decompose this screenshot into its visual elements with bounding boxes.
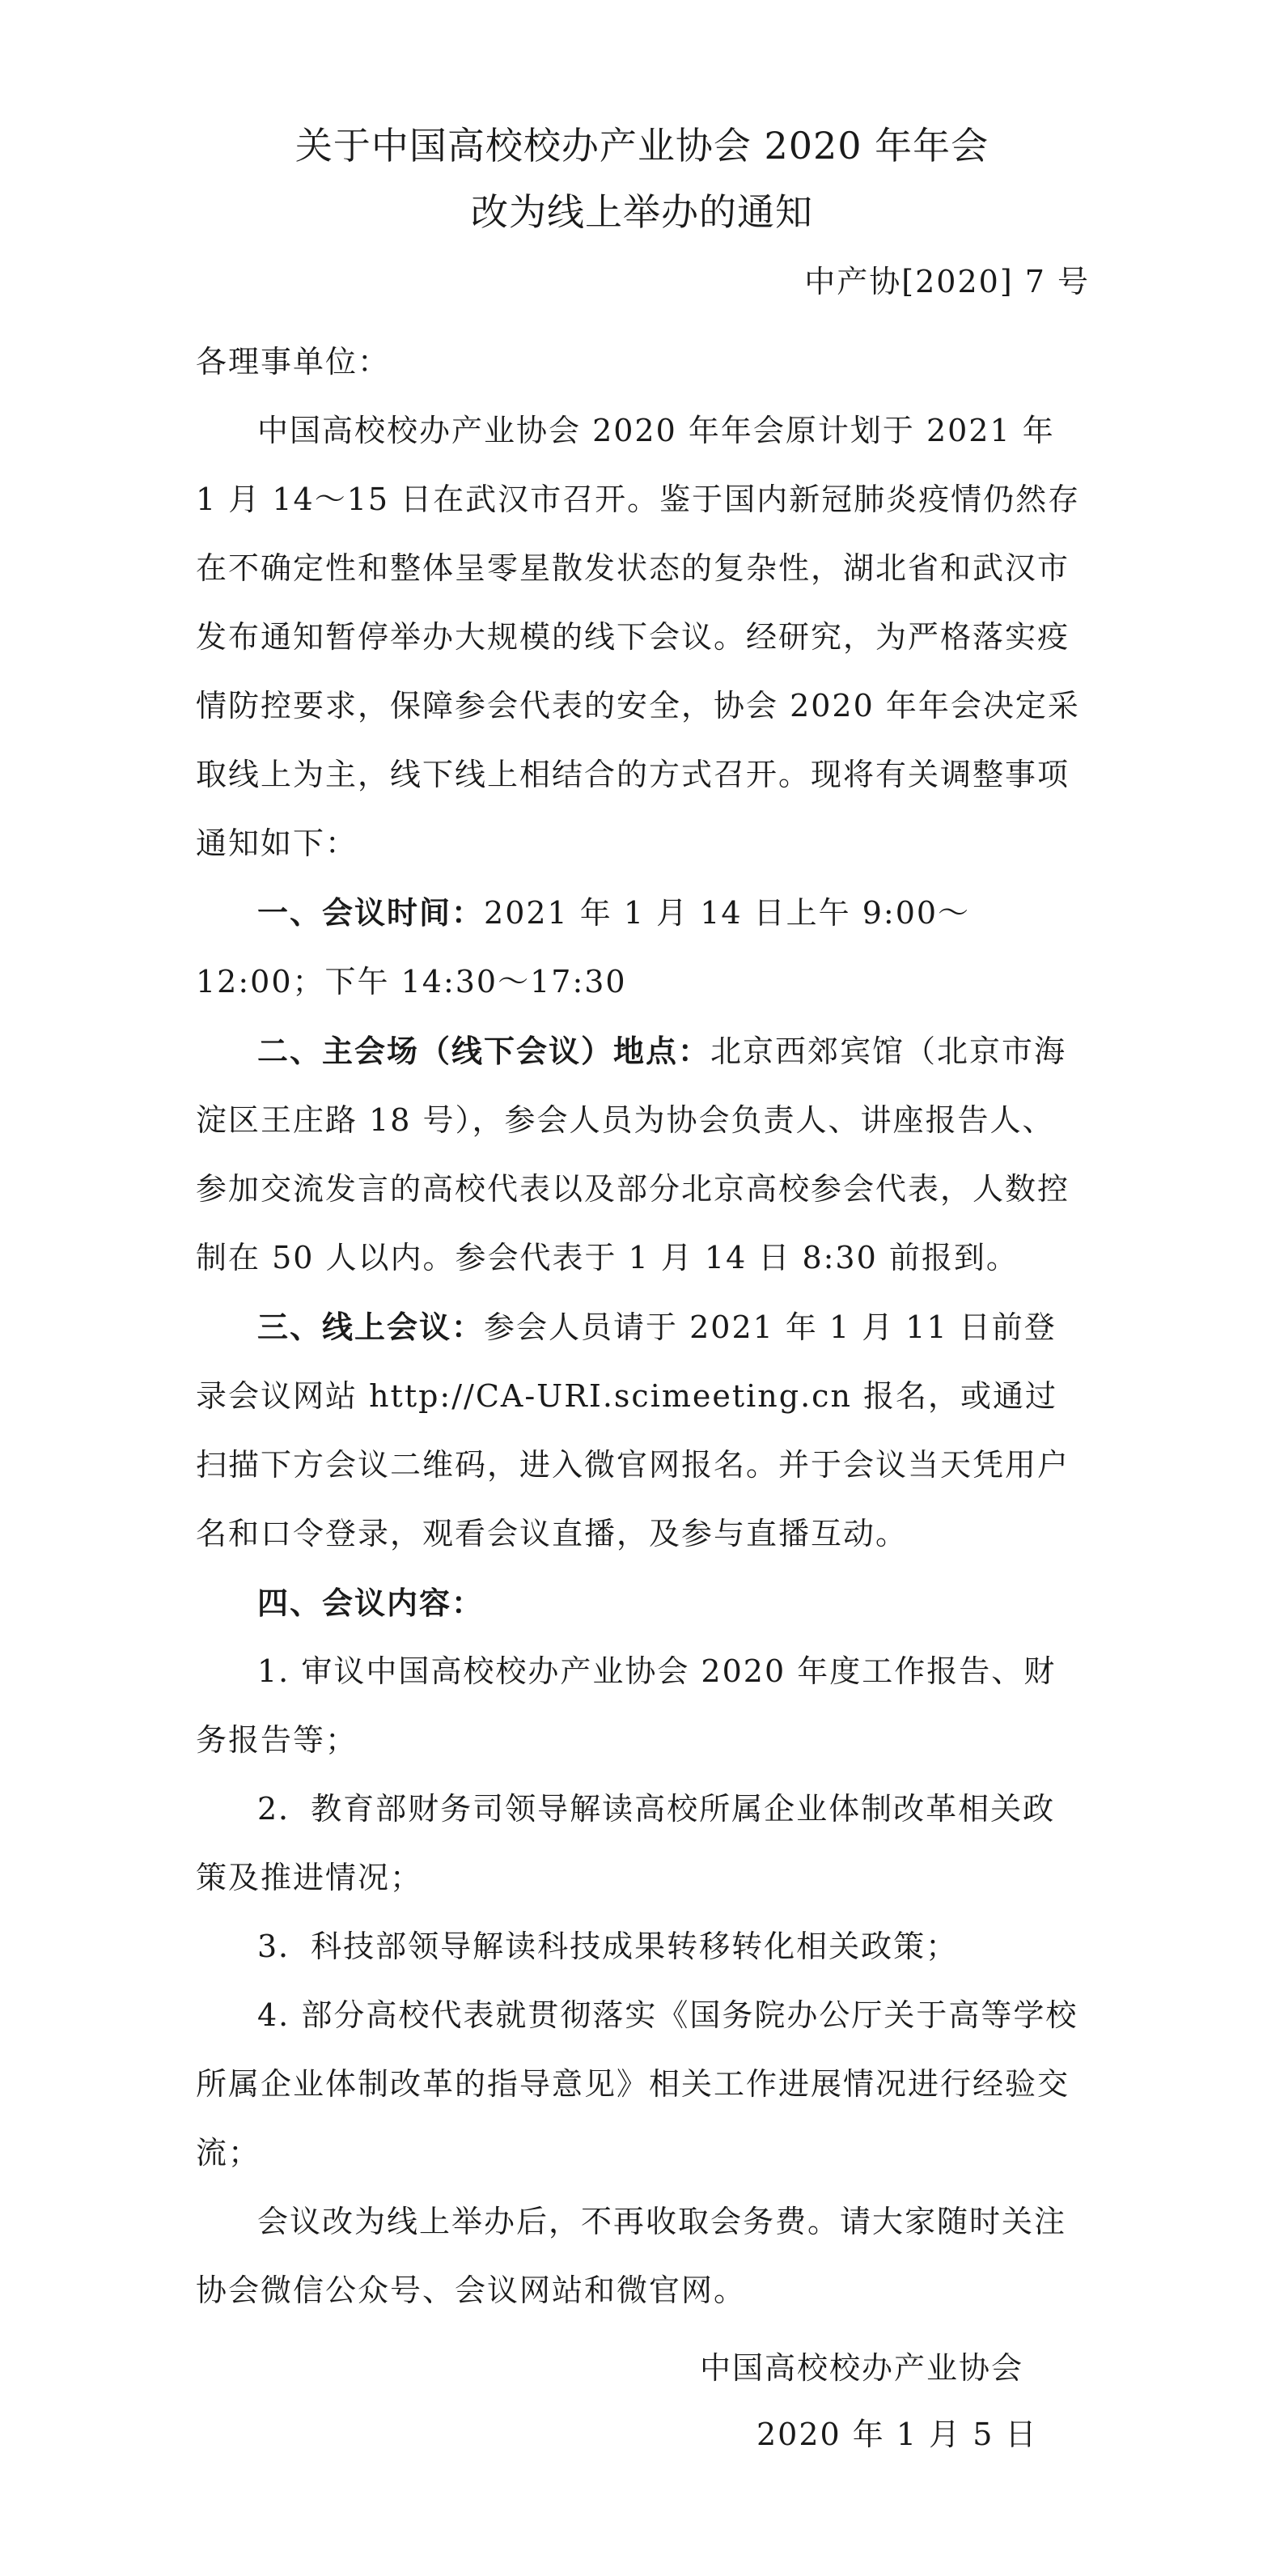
signature-organization: 中国高校校办产业协会 [700, 2350, 1024, 2386]
section-meeting-time-text: 2021 年 1 月 14 日上午 9:00～12:00；下午 14:30～17:30 [196, 895, 971, 999]
content-item-2: 2．教育部财务司领导解读高校所属企业体制改革相关政策及推进情况； [196, 1791, 1056, 1895]
document-number: 中产协[2020] 7 号 [804, 264, 1090, 299]
section-main-venue-heading: 二、主会场（线下会议）地点： [257, 1033, 711, 1069]
section-main-venue [196, 1016, 1086, 1292]
intro-paragraph: 中国高校校办产业协会 2020 年年会原计划于 2021 年 1 月 14～15 日在武汉市召开。鉴于国内新冠肺炎疫情仍然存在不确定性和整体呈零星散发状态的复杂性，湖北省和武汉市发布通知暂停举办大规模的线下会议。经研究，为严格落实疫情防控要求，保障参会代表的安全，协会 2020 年年会决定采取线上为主，线下线上相结合的方式召开。现将有关调整事项通知如下： [196, 413, 1081, 861]
signature-date: 2020 年 1 月 5 日 [756, 2417, 1038, 2452]
document-body [196, 328, 1086, 2325]
content-item-1: 1. 审议中国高校校办产业协会 2020 年度工作报告、财务报告等； [196, 1653, 1057, 1758]
document-title-line-2: 改为线上举办的通知 [471, 190, 813, 234]
section-online-meeting-heading: 三、线上会议： [257, 1309, 485, 1345]
section-meeting-time-heading: 一、会议时间： [257, 894, 485, 931]
section-meeting-time [196, 878, 1086, 1016]
section-online-meeting-text: 参会人员请于 2021 年 1 月 11 日前登录会议网站 http://CA-URI.scimeeting.cn 报名，或通过扫描下方会议二维码，进入微官网报名。并于会议当天凭用户名和口令登录，观看会议直播，及参与直播互动。 [196, 1309, 1070, 1551]
section-main-venue-text: 北京西郊宾馆（北京市海淀区王庄路 18 号），参会人员为协会负责人、讲座报告人、参加交流发言的高校代表以及部分北京高校参会代表，人数控制在 50 人以内。参会代表于 1 月 14 日 8:30 前报到。 [196, 1033, 1070, 1275]
section-online-meeting [196, 1292, 1086, 1568]
salutation: 各理事单位： [196, 344, 391, 380]
content-item-3: 3．科技部领导解读科技成果转移转化相关政策； [257, 1929, 959, 1964]
content-item-4: 4. 部分高校代表就贯彻落实《国务院办公厅关于高等学校所属企业体制改革的指导意见》相关工作进展情况进行经验交流； [196, 1997, 1078, 2171]
section-content-heading: 四、会议内容： [257, 1585, 485, 1621]
closing-paragraph: 会议改为线上举办后，不再收取会务费。请大家随时关注协会微信公众号、会议网站和微官网。 [196, 2204, 1067, 2308]
document-title-line-1: 关于中国高校校办产业协会 2020 年年会 [295, 124, 989, 168]
